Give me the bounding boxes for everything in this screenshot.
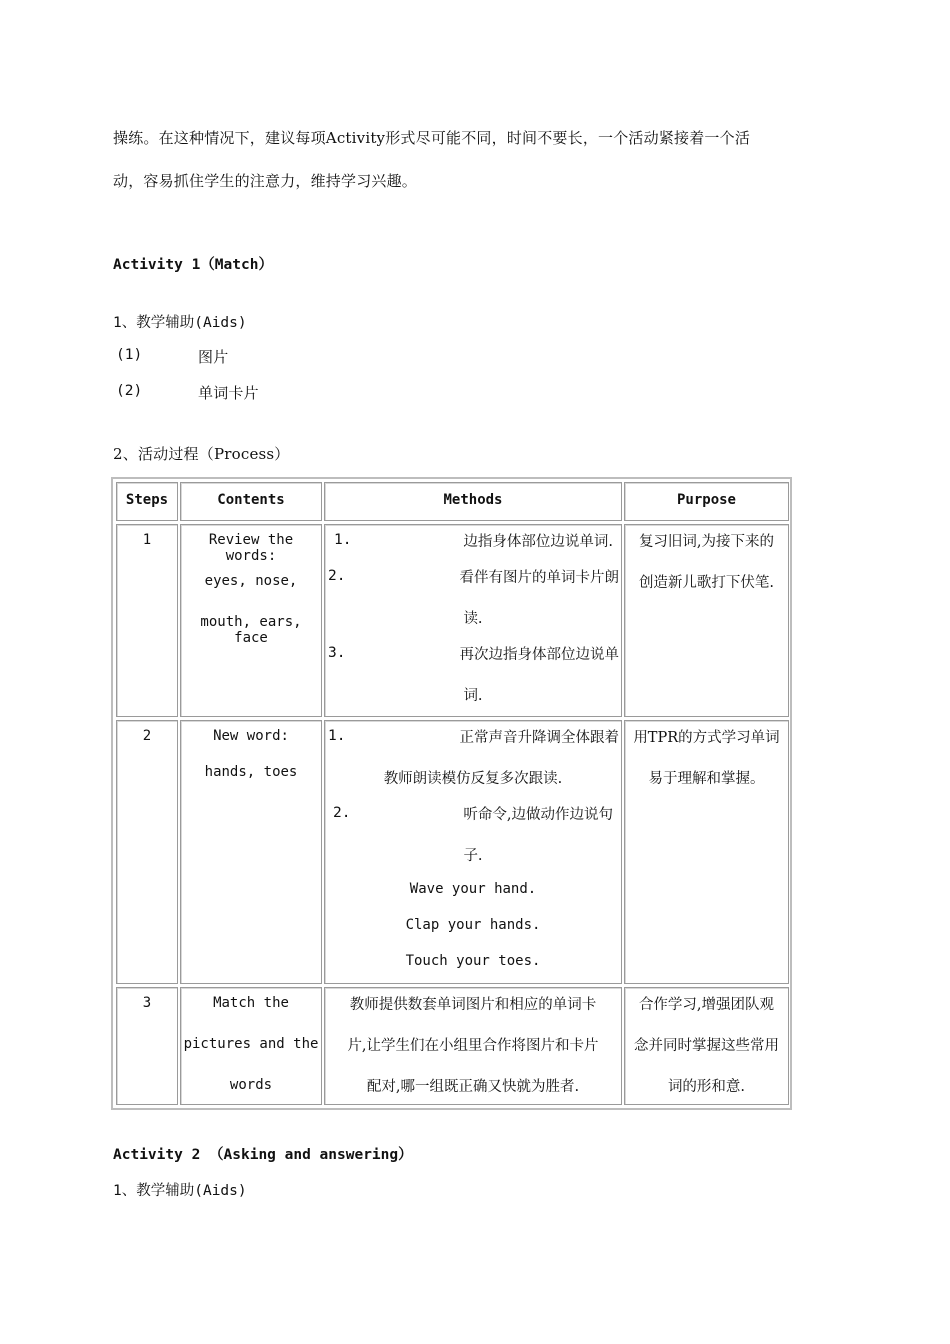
method-number: 1.: [334, 532, 352, 548]
purpose-line: 词的形和意.: [667, 1079, 746, 1095]
table-row-2-purpose: [624, 720, 789, 984]
intro-line-2: 动，容易抓住学生的注意力，维持学习兴趣。: [113, 172, 418, 190]
header-cell-steps: [116, 482, 178, 521]
contents-line: New word:: [213, 728, 289, 744]
header-cell-methods: [324, 482, 622, 521]
contents-line: pictures and the: [183, 1036, 319, 1052]
process-heading: 2、活动过程（Process）: [113, 445, 290, 463]
step-number: 3: [142, 995, 152, 1011]
activity-1-title: Activity 1（Match）: [113, 257, 273, 273]
table-row-1-contents: [180, 524, 322, 717]
method-line: 教师提供数套单词图片和相应的单词卡: [349, 997, 597, 1013]
table-row-2-step: [116, 720, 178, 984]
table-row-3-methods: [324, 987, 622, 1105]
command-line: Touch your toes.: [405, 953, 541, 969]
activity-2-title: Activity 2 （Asking and answering）: [113, 1147, 413, 1163]
header-label: Methods: [443, 492, 503, 508]
method-text: 听命令,边做动作边说句: [463, 807, 613, 823]
method-continuation: 教师朗读模仿反复多次跟读.: [383, 771, 563, 787]
table-row-3-purpose: [624, 987, 789, 1105]
activity-2-aids-heading: 1、教学辅助(Aids): [113, 1183, 247, 1199]
method-line: 配对,哪一组既正确又快就为胜者.: [366, 1079, 580, 1095]
table-row-2-contents: [180, 720, 322, 984]
method-number: 2.: [328, 568, 346, 584]
contents-line: Review the words:: [208, 532, 294, 564]
purpose-line: 易于理解和掌握。: [648, 771, 765, 787]
method-text: 看伴有图片的单词卡片朗: [459, 570, 619, 586]
contents-line: eyes, nose,: [204, 573, 298, 589]
step-number: 1: [142, 532, 152, 548]
method-number: 2.: [333, 805, 351, 821]
aid-text: 单词卡片: [198, 384, 259, 402]
method-line: 片,让学生们在小组里合作将图片和卡片: [347, 1038, 599, 1054]
aid-number: (2): [116, 383, 143, 399]
contents-line: Match the: [213, 995, 289, 1011]
command-line: Clap your hands.: [405, 917, 541, 933]
header-cell-contents: [180, 482, 322, 521]
method-continuation: 词.: [463, 688, 483, 704]
header-cell-purpose: [624, 482, 789, 521]
table-row-2-methods: [324, 720, 622, 984]
purpose-line: 创造新儿歌打下伏笔.: [638, 575, 775, 591]
table-row-3-contents: [180, 987, 322, 1105]
purpose-line: 念并同时掌握这些常用: [634, 1038, 779, 1054]
process-table: [111, 477, 792, 1110]
purpose-line: 复习旧词,为接下来的: [638, 534, 775, 550]
purpose-line: 用TPR的方式学习单词: [633, 730, 780, 746]
method-text: 正常声音升降调全体跟着: [459, 730, 619, 746]
header-label: Purpose: [676, 492, 736, 508]
method-number: 1.: [328, 728, 346, 744]
aids-heading: 1、教学辅助(Aids): [113, 315, 247, 331]
method-continuation: 子.: [463, 848, 483, 864]
method-text: 再次边指身体部位边说单: [459, 647, 619, 663]
contents-line: words: [229, 1077, 273, 1093]
header-label: Steps: [125, 492, 169, 508]
aid-text: 图片: [198, 348, 229, 366]
table-row-3-step: [116, 987, 178, 1105]
method-number: 3.: [328, 645, 346, 661]
purpose-line: 合作学习,增强团队观: [638, 997, 775, 1013]
table-row-1-step: [116, 524, 178, 717]
contents-line: hands, toes: [204, 764, 298, 780]
aid-number: (1): [116, 347, 143, 363]
table-row-1-purpose: [624, 524, 789, 717]
step-number: 2: [142, 728, 152, 744]
contents-line: mouth, ears, face: [200, 614, 302, 646]
header-label: Contents: [217, 492, 285, 508]
table-row-1-methods: [324, 524, 622, 717]
method-text: 边指身体部位边说单词.: [463, 534, 613, 550]
intro-line-1: 操练。在这种情况下，建议每项Activity形式尽可能不同，时间不要长，一个活动紧接着一个活: [113, 129, 751, 147]
method-continuation: 读.: [463, 611, 483, 627]
command-line: Wave your hand.: [409, 881, 537, 897]
